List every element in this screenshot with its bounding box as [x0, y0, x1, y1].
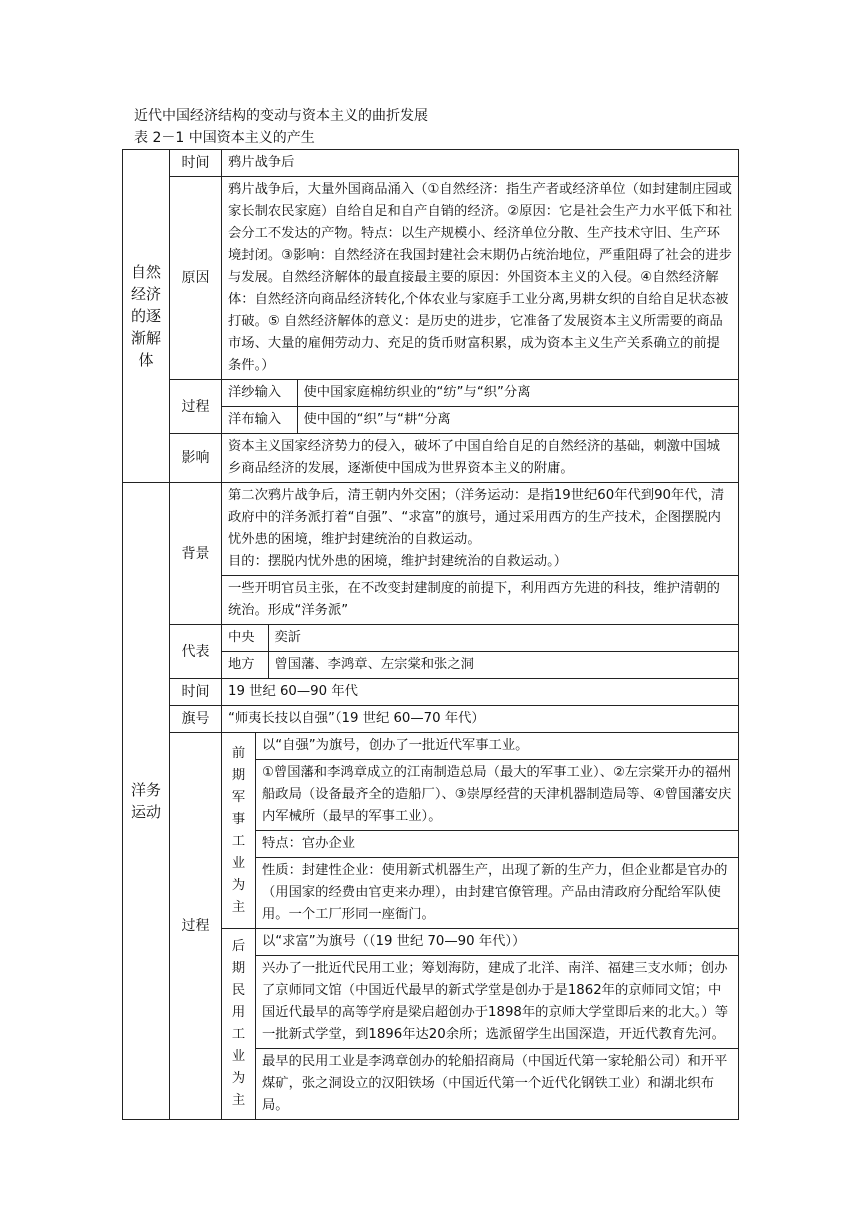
rep-names: 奕訢: [274, 630, 302, 645]
table-row: [123, 380, 739, 407]
cell-time-value: 鸦片战争后: [222, 150, 739, 177]
table-row: [123, 434, 739, 483]
table-row: [123, 679, 739, 706]
section-westernization: 洋务运动: [123, 483, 170, 1120]
late-line: 兴办了一批近代民用工业；筹划海防，建成了北洋、南洋、福建三支水师；创办了京师同文馆（中国近代最早的新式学堂是创办于是1862年的京师同文馆；中国近代最早的高等学府是梁启超创办于1898年的京师大学堂即后来的北大。）等一批新式学堂，到1896年达20余所；选派留学生出国深造，开近代教育先河。: [256, 956, 739, 1049]
rep-level: 地方: [222, 652, 268, 678]
cell-cause-text: 鸦片战争后，大量外国商品涌入（①自然经济：指生产者或经济单位（如封建制庄园或家长制农民家庭）自给自足和自产自销的经济。②原因：它是社会生产力水平低下和社会分工不发达的产物。特点：以生产规模小、经济单位分散、生产技术守旧、生产环境封闭。③影响：自然经济在我国封建社会末期仍占统治地位，严重阻碍了社会的进步与发展。自然经济解体的最直接最主要的原因：外国资本主义的入侵。④自然经济解体：自然经济向商品经济转化,个体农业与家庭手工业分离,男耕女织的自给自足状态被打破。⑤ 自然经济解体的意义：是历史的进步，它准备了发展资本主义所需要的商品市场、大量的雇佣劳动力、充足的货币财富积累，成为资本主义生产关系确立的前提条件。）: [222, 177, 739, 380]
rep-names: 曾国藩、李鸿章、左宗棠和张之洞: [274, 657, 474, 672]
capitalism-origin-table: [122, 149, 739, 1120]
section-natural-economy: 自然经济的逐渐解体: [123, 150, 170, 483]
table-row: [123, 483, 739, 576]
phase-late-label: 后期民用工业为主: [222, 929, 256, 1120]
row-label-background: 背景: [170, 483, 222, 625]
row-label-cause: 原因: [170, 177, 222, 380]
early-line: ①曾国藩和李鸿章成立的江南制造总局（最大的军事工业）、②左宗棠开办的福州船政局（设备最齐全的造船厂）、③崇厚经营的天津机器制造局等、④曾国藩安庆内军械所（最早的军事工业）。: [256, 760, 739, 831]
cell-time-value: 19 世纪 60—90 年代: [222, 679, 739, 706]
cell-impact-text: 资本主义国家经济势力的侵入，破坏了中国自给自足的自然经济的基础，刺激中国城乡商品经济的发展，逐渐使中国成为世界资本主义的附庸。: [222, 434, 739, 483]
table-row: [123, 150, 739, 177]
cell-background-text-2: 一些开明官员主张，在不改变封建制度的前提下，利用西方先进的科技，维护清朝的统治。形成“洋务派”: [222, 576, 739, 625]
table-row: [123, 706, 739, 733]
process-desc: 使中国家庭棉纺织业的“纺”与“织”分离: [303, 385, 531, 400]
row-label-time: 时间: [170, 679, 222, 706]
process-desc: 使中国的“织”与“耕“分离: [303, 412, 451, 427]
cell-background-text: [222, 483, 739, 576]
late-line: 最早的民用工业是李鸿章创办的轮船招商局（中国近代第一家轮船公司）和开平煤矿，张之洞设立的汉阳铁场（中国近代第一个近代化钢铁工业）和湖北织布局。: [256, 1049, 739, 1120]
page-title: 近代中国经济结构的变动与资本主义的曲折发展: [134, 108, 428, 124]
table-row: [123, 177, 739, 380]
background-purpose: 目的：摆脱内忧外患的困境，维护封建统治的自救运动。）: [228, 554, 568, 569]
process-item: 洋纱输入: [222, 380, 297, 406]
cell-slogan-value: “师夷长技以自强”（19 世纪 60—70 年代）: [222, 706, 739, 733]
row-label-process-westernization: 过程: [170, 733, 222, 1120]
late-line: 以“求富”为旗号（（19 世纪 70—90 年代））: [256, 929, 739, 956]
early-line: 以“自强”为旗号，创办了一批近代军事工业。: [256, 733, 739, 760]
row-label-impact: 影响: [170, 434, 222, 483]
table-row: [123, 625, 739, 652]
early-line: 性质：封建性企业：使用新式机器生产，出现了新的生产力，但企业都是官办的（用国家的经费由官吏来办理），由封建官僚管理。产品由清政府分配给军队使用。一个工厂形同一座衙门。: [256, 858, 739, 929]
row-label-slogan: 旗号: [170, 706, 222, 733]
rep-level: 中央: [222, 625, 268, 651]
row-label-time: 时间: [170, 150, 222, 177]
early-line: 特点：官办企业: [256, 831, 739, 858]
background-paragraph: 第二次鸦片战争后，清王朝内外交困；（洋务运动：是指19世纪60年代到90年代，清政府中的洋务派打着“自强”、“求富”的旗号，通过采用西方的生产技术，企图摆脱内忧外患的困境，维护封建统治的自救运动。: [228, 488, 725, 547]
phase-early-label: 前期军事工业为主: [222, 733, 256, 929]
table-caption: 表 2－1 中国资本主义的产生: [134, 130, 315, 146]
process-item: 洋布输入: [222, 407, 297, 433]
row-label-representatives: 代表: [170, 625, 222, 679]
table-row: [123, 733, 739, 760]
row-label-process: 过程: [170, 380, 222, 434]
